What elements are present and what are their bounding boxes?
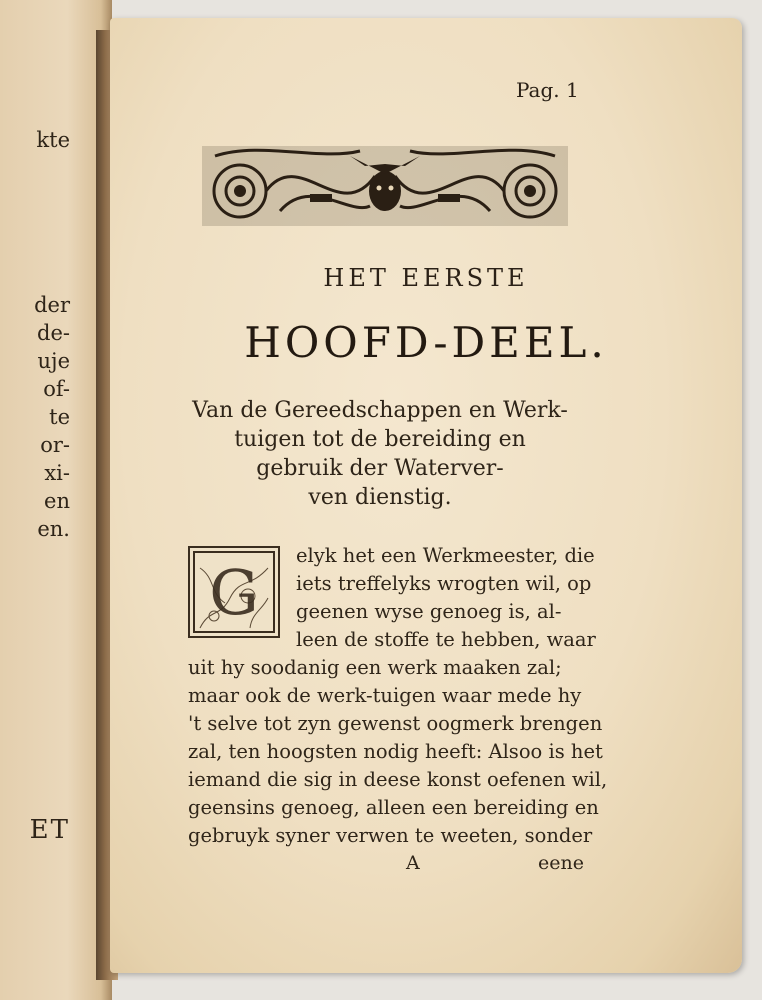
page-number: Pag. 1 xyxy=(516,78,579,102)
decorated-initial-icon xyxy=(188,546,280,638)
body-line: iets treffelyks wrogten wil, op xyxy=(296,572,592,595)
chapter-heading-small: HET EERSTE xyxy=(323,264,529,292)
body-line: leen de stoffe te hebben, waar xyxy=(296,628,596,651)
chapter-heading-large: HOOFD-DEEL. xyxy=(244,318,608,367)
left-page-line: uje xyxy=(37,349,70,373)
left-page-line: or- xyxy=(40,433,70,457)
left-page-line: en xyxy=(44,489,70,513)
body-line: iemand die sig in deese konst oefenen wil, xyxy=(188,768,608,791)
catchword: eene xyxy=(538,852,584,874)
subtitle-line: gebruik der Waterver- xyxy=(256,456,504,481)
body-line: geenen wyse genoeg is, al- xyxy=(296,600,562,623)
body-line: 't selve tot zyn gewenst oogmerk brengen xyxy=(188,712,603,735)
left-page-line: en. xyxy=(37,517,70,541)
left-page-line: de- xyxy=(37,321,70,345)
body-line: zal, ten hoogsten nodig heeft: Alsoo is het xyxy=(188,740,603,763)
body-line: maar ook de werk-tuigen waar mede hy xyxy=(188,684,582,707)
left-page-line: kte xyxy=(36,128,70,152)
body-line: gebruyk syner verwen te weeten, sonder xyxy=(188,824,593,847)
left-page-line: te xyxy=(49,405,70,429)
body-line: elyk het een Werkmeester, die xyxy=(296,544,595,567)
body-line: uit hy soodanig een werk maaken zal; xyxy=(188,656,562,679)
left-page-catch-heading: ET xyxy=(29,815,70,845)
signature-mark: A xyxy=(406,852,420,874)
chapter-subtitle xyxy=(180,396,580,512)
ornament-headpiece-icon xyxy=(200,136,570,236)
right-page xyxy=(110,18,742,973)
svg-text:G: G xyxy=(209,556,259,629)
subtitle-line: Van de Gereedschappen en Werk- xyxy=(192,398,568,423)
subtitle-line: ven dienstig. xyxy=(308,485,452,510)
left-page-line: der xyxy=(34,293,70,317)
left-page-line: of- xyxy=(43,377,70,401)
subtitle-line: tuigen tot de bereiding en xyxy=(234,427,526,452)
body-line: geensins genoeg, alleen een bereiding en xyxy=(188,796,599,819)
left-page-line: xi- xyxy=(44,461,70,485)
